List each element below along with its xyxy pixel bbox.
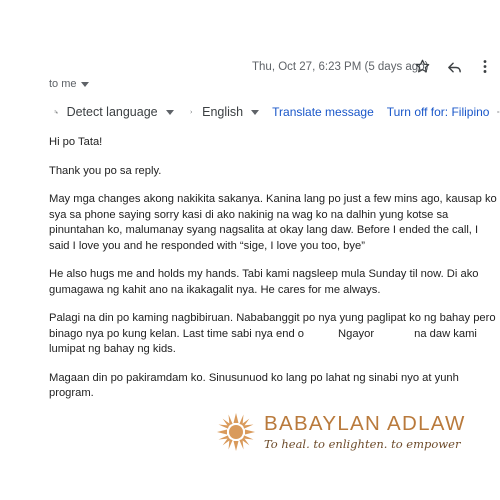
reply-icon[interactable] bbox=[446, 59, 463, 76]
message-paragraph: Magaan din po pakiramdam ko. Sinusunuod ko lang po lahat ng sinabi nyo at yunh program. bbox=[49, 371, 459, 399]
message-paragraph bbox=[49, 311, 499, 358]
source-language-label: Detect language bbox=[66, 105, 158, 119]
text-segment: na daw kami lumipat ng bahay ng kids. bbox=[49, 327, 477, 355]
svg-text:文: 文 bbox=[54, 110, 57, 114]
source-language-select[interactable] bbox=[67, 105, 174, 119]
translate-bar bbox=[54, 102, 500, 122]
recipient-details-toggle[interactable] bbox=[49, 78, 89, 90]
turn-off-translation-link[interactable]: Turn off for: Filipino bbox=[386, 105, 490, 119]
translate-icon bbox=[54, 104, 59, 120]
translate-message-link[interactable]: Translate message bbox=[272, 105, 374, 119]
chevron-right-icon bbox=[190, 106, 193, 118]
target-language-label: English bbox=[202, 105, 244, 119]
email-date: Thu, Oct 27, 6:23 PM (5 days ago) bbox=[252, 61, 429, 73]
brand-text bbox=[264, 413, 466, 451]
target-language-select[interactable] bbox=[202, 105, 259, 119]
svg-text:A: A bbox=[55, 111, 58, 115]
message-paragraph: He also hugs me and holds my hands. Tabi kami nagsleep mula Sunday til now. Di ako gumagawa ng kahit ano na ikakagalit nya. He cares for me always. bbox=[49, 268, 479, 296]
chevron-down-icon bbox=[251, 110, 259, 115]
text-segment: Ngayor bbox=[338, 327, 375, 340]
chevron-down-icon bbox=[166, 110, 174, 115]
message-body bbox=[49, 135, 499, 415]
chevron-down-icon bbox=[81, 82, 89, 87]
to-label: to me bbox=[49, 78, 77, 90]
star-icon[interactable] bbox=[414, 58, 431, 75]
brand-logo bbox=[216, 412, 466, 452]
greeting: Hi po Tata! bbox=[49, 136, 103, 148]
more-vert-icon[interactable] bbox=[478, 58, 492, 75]
message-paragraph: Thank you po sa reply. bbox=[49, 164, 162, 177]
brand-tagline: To heal. to enlighten. to empower bbox=[264, 437, 461, 451]
sun-icon bbox=[216, 412, 256, 452]
message-paragraph: May mga changes akong nakikita sakanya. Kanina lang po just a few mins ago, kausap ko sya sa phone saying sorry kasi di ako nakinig na wag ko na dalhin yung kotse sa pinuntahan ko, malumanay syang nagsalita at okay lang daw. Before I ended the call, I said I love you and he responded with “sige, I love you too, bye” bbox=[49, 193, 497, 252]
brand-name: BABAYLAN ADLAW bbox=[264, 412, 466, 435]
text-segment: Palagi na din po kaming nagbibiruan. Nababanggit po nya yung paglipat ko ng bahay pero binago nya po kung kelan. Last time sabi nya end o bbox=[49, 312, 496, 340]
